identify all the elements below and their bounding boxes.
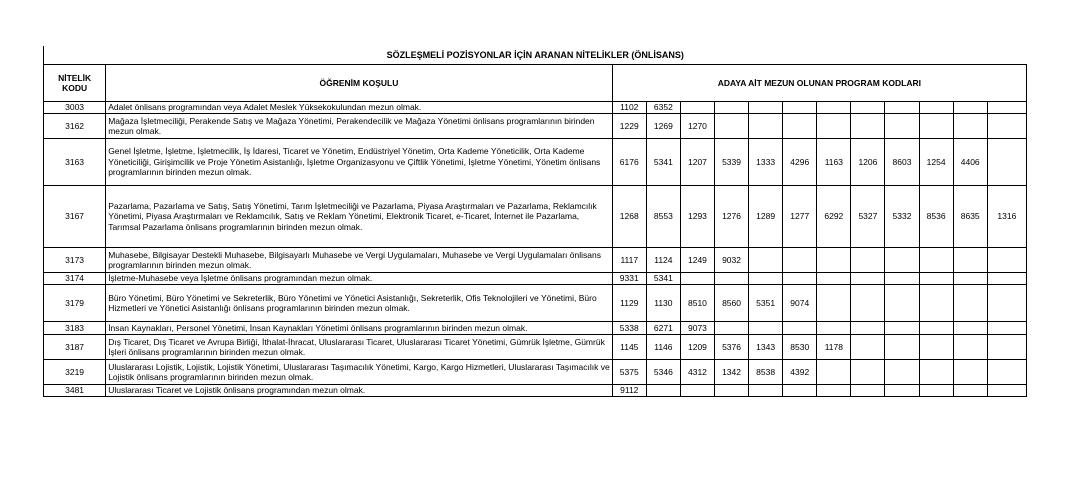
program-code: 5332 (885, 186, 919, 248)
qualification-code: 3173 (44, 248, 106, 273)
program-code (885, 273, 919, 285)
program-code (987, 360, 1026, 385)
program-code (885, 102, 919, 114)
table-row (44, 139, 1027, 186)
program-code (817, 102, 851, 114)
program-code: 1277 (783, 186, 817, 248)
program-code: 9032 (715, 248, 749, 273)
program-code (749, 322, 783, 335)
education-condition: Uluslararası Lojistik, Lojistik, Lojistik Yönetimi, Uluslararası Taşımacılık Yönetimi, Kargo, Kargo Hizmetleri, Uluslararası Taşımacılık ve Lojistik önlisans programlarının birinden mezun olmak. (106, 360, 613, 385)
table-row (44, 322, 1027, 335)
program-code: 5375 (612, 360, 646, 385)
program-code: 1145 (612, 335, 646, 360)
program-code (851, 273, 885, 285)
program-code: 5351 (749, 285, 783, 322)
program-code (715, 114, 749, 139)
program-code (680, 102, 714, 114)
program-code (817, 360, 851, 385)
program-code: 1124 (646, 248, 680, 273)
program-code: 1209 (680, 335, 714, 360)
program-code: 6292 (817, 186, 851, 248)
program-code: 5339 (715, 139, 749, 186)
program-code: 9112 (612, 385, 646, 397)
table-row (44, 114, 1027, 139)
table-row (44, 385, 1027, 397)
program-code (749, 248, 783, 273)
program-code: 4296 (783, 139, 817, 186)
program-code (919, 248, 953, 273)
program-code (953, 385, 987, 397)
program-code (885, 114, 919, 139)
program-code: 8603 (885, 139, 919, 186)
education-condition: Dış Ticaret, Dış Ticaret ve Avrupa Birliği, İthalat-İhracat, Uluslararası Ticaret, Uluslararası Ticaret Yönetimi, Gümrük İşletme, Gümrük İşleri önlisans programlarının birinden mezun olmak. (106, 335, 613, 360)
program-code (987, 139, 1026, 186)
program-code: 1178 (817, 335, 851, 360)
table-row (44, 335, 1027, 360)
program-code (749, 102, 783, 114)
program-code: 1269 (646, 114, 680, 139)
program-code: 5338 (612, 322, 646, 335)
program-code (987, 102, 1026, 114)
program-code (885, 360, 919, 385)
program-code (715, 322, 749, 335)
program-code (680, 385, 714, 397)
program-code: 1163 (817, 139, 851, 186)
program-code (783, 273, 817, 285)
program-code (783, 322, 817, 335)
program-code: 5341 (646, 139, 680, 186)
program-code (851, 360, 885, 385)
program-code (851, 335, 885, 360)
program-code: 1130 (646, 285, 680, 322)
program-code (715, 102, 749, 114)
program-code: 1289 (749, 186, 783, 248)
program-code (885, 248, 919, 273)
program-code: 6352 (646, 102, 680, 114)
table-row (44, 273, 1027, 285)
program-code: 1270 (680, 114, 714, 139)
program-code: 5376 (715, 335, 749, 360)
program-code (851, 285, 885, 322)
qualification-code: 3163 (44, 139, 106, 186)
program-code (987, 322, 1026, 335)
program-code: 8553 (646, 186, 680, 248)
education-condition: Büro Yönetimi, Büro Yönetimi ve Sekreterlik, Büro Yönetimi ve Yönetici Asistanlığı, Sekreterlik, Ofis Teknolojileri ve Yönetimi, Büro Hizmetleri ve Yönetici Asistanlığı önlisans programlarının birinden mezun olmak. (106, 285, 613, 322)
program-code: 1276 (715, 186, 749, 248)
program-code: 1249 (680, 248, 714, 273)
program-code (851, 102, 885, 114)
program-code (851, 322, 885, 335)
program-code: 6176 (612, 139, 646, 186)
program-code: 1207 (680, 139, 714, 186)
program-code (953, 335, 987, 360)
qualification-code: 3481 (44, 385, 106, 397)
program-code (749, 273, 783, 285)
program-code (715, 273, 749, 285)
program-code: 5346 (646, 360, 680, 385)
table-row (44, 360, 1027, 385)
program-code (851, 385, 885, 397)
program-code (953, 285, 987, 322)
program-code (783, 248, 817, 273)
education-condition: İşletme-Muhasebe veya İşletme önlisans programından mezun olmak. (106, 273, 613, 285)
qualification-code: 3219 (44, 360, 106, 385)
program-code: 8538 (749, 360, 783, 385)
qualification-code: 3167 (44, 186, 106, 248)
program-code (817, 248, 851, 273)
program-code (885, 285, 919, 322)
table-row (44, 248, 1027, 273)
program-code: 8536 (919, 186, 953, 248)
header-condition: ÖĞRENİM KOŞULU (106, 65, 613, 102)
program-code (953, 114, 987, 139)
program-code: 8560 (715, 285, 749, 322)
program-code: 5341 (646, 273, 680, 285)
qualification-code: 3187 (44, 335, 106, 360)
education-condition: İnsan Kaynakları, Personel Yönetimi, İnsan Kaynakları Yönetimi önlisans programlarının birinden mezun olmak. (106, 322, 613, 335)
title-row (44, 46, 1027, 65)
program-code (851, 248, 885, 273)
header-code: NİTELİK KODU (44, 65, 106, 102)
program-code: 1146 (646, 335, 680, 360)
program-code (919, 322, 953, 335)
program-code: 1268 (612, 186, 646, 248)
program-code (987, 385, 1026, 397)
program-code: 8530 (783, 335, 817, 360)
header-programs: ADAYA AİT MEZUN OLUNAN PROGRAM KODLARI (612, 65, 1026, 102)
education-condition: Genel İşletme, İşletme, İşletmecilik, İş İdaresi, Ticaret ve Yönetim, Endüstriyel Yönetim, Orta Kademe Yöneticilik, Orta Kademe Yöneticiliği, Girişimcilik ve Proje Yönetim Asistanlığı, İşletme Organizasyonu ve Çiftlik Yönetimi, İşletme Yönetimi, Yönetim önlisans programlarının birinden mezun olmak. (106, 139, 613, 186)
program-code: 1293 (680, 186, 714, 248)
program-code: 1117 (612, 248, 646, 273)
program-code (749, 385, 783, 397)
program-code (885, 385, 919, 397)
program-code (919, 335, 953, 360)
qualification-code: 3179 (44, 285, 106, 322)
qualification-code: 3183 (44, 322, 106, 335)
program-code (817, 285, 851, 322)
qualifications-document (43, 46, 1027, 397)
table-row (44, 102, 1027, 114)
program-code (953, 273, 987, 285)
program-code (817, 385, 851, 397)
program-code (783, 114, 817, 139)
program-code (783, 385, 817, 397)
program-code: 4406 (953, 139, 987, 186)
program-code: 1342 (715, 360, 749, 385)
program-code (680, 273, 714, 285)
program-code (987, 114, 1026, 139)
program-code: 4392 (783, 360, 817, 385)
program-code (851, 114, 885, 139)
program-code: 4312 (680, 360, 714, 385)
program-code (749, 114, 783, 139)
program-code: 1102 (612, 102, 646, 114)
program-code: 1206 (851, 139, 885, 186)
program-code: 1316 (987, 186, 1026, 248)
program-code (919, 385, 953, 397)
education-condition: Muhasebe, Bilgisayar Destekli Muhasebe, Bilgisayarlı Muhasebe ve Vergi Uygulamaları, Muhasebe ve Vergi Uygulamaları önlisans programlarının birinden mezun olmak. (106, 248, 613, 273)
table-title: SÖZLEŞMELİ POZİSYONLAR İÇİN ARANAN NİTELİKLER (ÖNLİSANS) (44, 46, 1027, 65)
program-code (715, 385, 749, 397)
header-row (44, 65, 1027, 102)
table-row (44, 285, 1027, 322)
education-condition: Mağaza İşletmeciliği, Perakende Satış ve Mağaza Yönetimi, Perakendecilik ve Mağaza Yönetimi önlisans programlarının birinden mezun olmak. (106, 114, 613, 139)
program-code: 9331 (612, 273, 646, 285)
program-code (919, 273, 953, 285)
program-code (817, 273, 851, 285)
program-code (987, 335, 1026, 360)
program-code: 1129 (612, 285, 646, 322)
education-condition: Pazarlama, Pazarlama ve Satış, Satış Yönetimi, Tarım İşletmeciliği ve Pazarlama, Piyasa Araştırmaları ve Pazarlama, Reklamcılık Yönetimi, Piyasa Araştırmaları ve Reklamcılık, Satış ve Reklam Yönetimi, Elektronik Ticaret, e-Ticaret, İnternet ile Pazarlama, Tarımsal Pazarlama önlisans programlarının birinden mezun olmak. (106, 186, 613, 248)
program-code (919, 360, 953, 385)
program-code (953, 102, 987, 114)
program-code (885, 322, 919, 335)
program-code (987, 248, 1026, 273)
program-code: 1333 (749, 139, 783, 186)
education-condition: Uluslararası Ticaret ve Lojistik önlisans programından mezun olmak. (106, 385, 613, 397)
program-code (817, 322, 851, 335)
program-code: 6271 (646, 322, 680, 335)
qualification-code: 3003 (44, 102, 106, 114)
table-row (44, 186, 1027, 248)
program-code (919, 285, 953, 322)
program-code: 9074 (783, 285, 817, 322)
program-code: 8510 (680, 285, 714, 322)
program-code: 1229 (612, 114, 646, 139)
program-code (646, 385, 680, 397)
education-condition: Adalet önlisans programından veya Adalet Meslek Yüksekokulundan mezun olmak. (106, 102, 613, 114)
qualification-code: 3174 (44, 273, 106, 285)
program-code: 1343 (749, 335, 783, 360)
program-code (783, 102, 817, 114)
program-code (987, 285, 1026, 322)
program-code (953, 322, 987, 335)
program-code (953, 360, 987, 385)
program-code (919, 114, 953, 139)
program-code: 8635 (953, 186, 987, 248)
program-code (953, 248, 987, 273)
qualifications-table (43, 46, 1027, 397)
program-code (817, 114, 851, 139)
program-code (885, 335, 919, 360)
program-code: 5327 (851, 186, 885, 248)
program-code: 1254 (919, 139, 953, 186)
program-code (919, 102, 953, 114)
program-code: 9073 (680, 322, 714, 335)
qualification-code: 3162 (44, 114, 106, 139)
program-code (987, 273, 1026, 285)
